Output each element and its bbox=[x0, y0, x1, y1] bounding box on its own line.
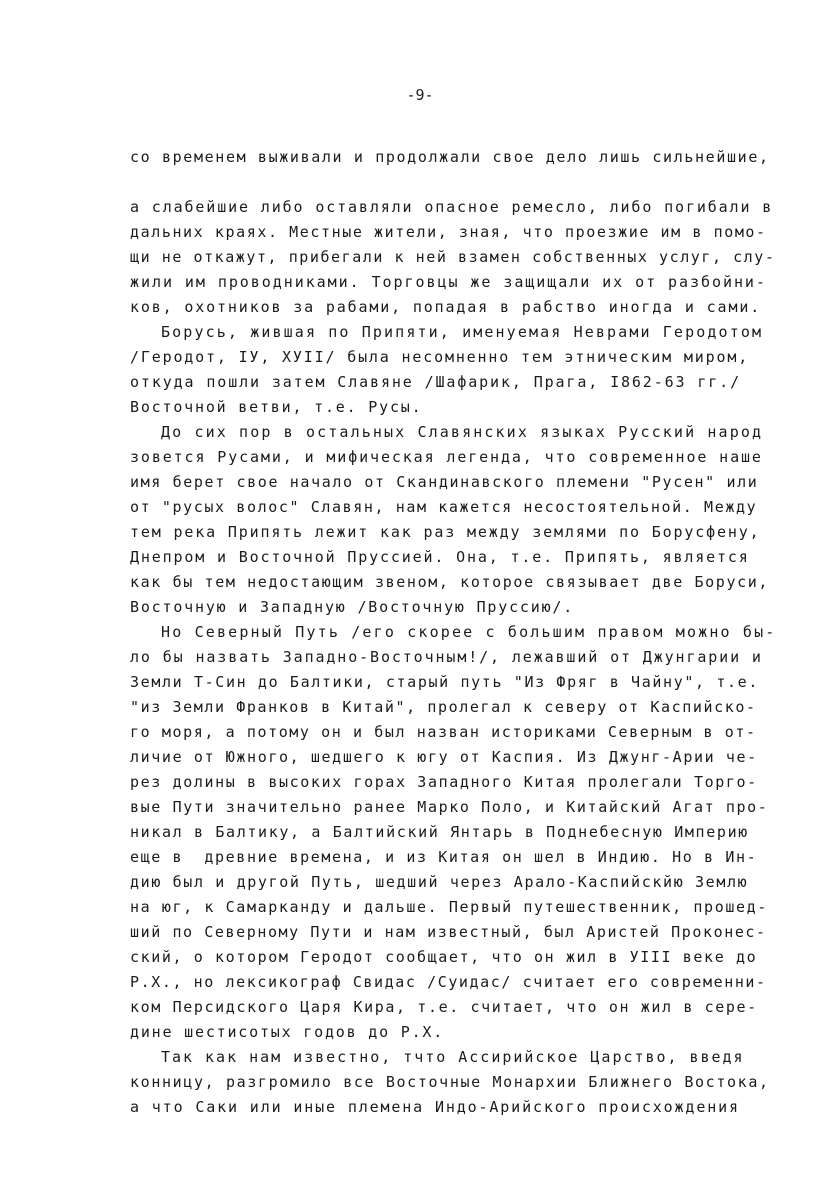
text-line: тем река Припять лежит как раз между землями по Борусфену, bbox=[130, 523, 761, 541]
text-line: дине шестисотых годов до Р.Х. bbox=[130, 1023, 445, 1041]
text-line: Р.Х., но лексикограф Свидас /Суидас/ считает его современни- bbox=[130, 973, 767, 991]
text-line: жили им проводниками. Торговцы же защищали их от разбойни- bbox=[130, 273, 767, 291]
text-line: щи не откажут, прибегали к ней взамен собственных услуг, слу- bbox=[130, 248, 776, 266]
text-line: на юг, к Самарканду и дальше. Первый путешественник, прошед- bbox=[130, 898, 768, 916]
text-line: ков, охотников за рабами, попадая в рабство иногда и сами. bbox=[130, 298, 762, 316]
text-line: Борусь, жившая по Припяти, именуемая Неврами Геродотом bbox=[161, 323, 764, 341]
text-line: го моря, а потому он и был назван историками Северным в от- bbox=[130, 723, 757, 741]
text-line: Днепром и Восточной Пруссией. Она, т.е. Припять, является bbox=[130, 548, 750, 566]
text-line: откуда пошли затем Славяне /Шафарик, Прага, I862-63 гг./ bbox=[130, 373, 742, 391]
text-line: дальних краях. Местные жители, зная, что проезжие им в помо- bbox=[130, 223, 767, 241]
text-line: личие от Южного, шедшего к югу от Каспия. Из Джунг-Арии че- bbox=[130, 748, 758, 766]
text-line: со временем выживали и продолжали свое дело лишь сильнейшие, bbox=[130, 148, 770, 166]
text-line: Так как нам известно, тчто Ассирийское Царство, введя bbox=[161, 1048, 745, 1066]
text-line: дию был и другой Путь, шедший через Арало-Каспийскйю Землю bbox=[130, 873, 749, 891]
text-line: а слабейшие либо оставляли опасное ремесло, либо погибали в bbox=[130, 198, 774, 216]
text-line: вые Пути значительно ранее Марко Поло, и Китайский Агат про- bbox=[130, 798, 769, 816]
text-line: никал в Балтику, а Балтийский Янтарь в Поднебесную Империю bbox=[130, 823, 749, 841]
text-line: /Геродот, IУ, XУII/ была несомненно тем этническим миром, bbox=[130, 348, 750, 366]
text-line: ло бы назвать Западно-Восточным!/, лежавший от Джунгарии и bbox=[130, 648, 763, 666]
text-line: ком Персидского Царя Кира, т.е. считает, что он жил в сере- bbox=[130, 998, 758, 1016]
text-line: Земли Т-Син до Балтики, старый путь "Из Фряг в Чайну", т.е. bbox=[130, 673, 759, 691]
text-line: рез долины в высоких горах Западного Китая пролегали Торго- bbox=[130, 773, 758, 791]
text-line: конницу, разгромило все Восточные Монархии Ближнего Востока, bbox=[130, 1073, 770, 1091]
text-line: как бы тем недостающим звеном, которое связывает две Боруси, bbox=[130, 573, 770, 591]
text-line: До сих пор в остальных Славянских языках Русский народ bbox=[161, 423, 764, 441]
text-line: имя берет свое начало от Скандинавского племени "Русен" или bbox=[130, 473, 759, 491]
text-line: Восточную и Западную /Восточную Пруссию/. bbox=[130, 598, 575, 616]
text-line: ский, о котором Геродот сообщает, что он жил в УIII веке до bbox=[130, 948, 758, 966]
text-line: а что Саки или иные племена Индо-Арийского происхождения bbox=[130, 1098, 740, 1116]
text-line: "из Земли Франков в Китай", пролегал к северу от Каспийско- bbox=[130, 698, 757, 716]
text-line: от "русых волос" Славян, нам кажется несостоятельной. Между bbox=[130, 498, 758, 516]
page-number: -9- bbox=[406, 86, 434, 104]
text-line: Но Северный Путь /его скорее с большим правом можно бы- bbox=[161, 623, 777, 641]
text-line: зовется Русами, и мифическая легенда, что современное наше bbox=[130, 448, 763, 466]
text-line: ший по Северному Пути и нам известный, был Аристей Проконес- bbox=[130, 923, 767, 941]
text-line: еще в древние времена, и из Китая он шел в Индию. Но в Ин- bbox=[130, 848, 758, 866]
text-line: Восточной ветви, т.е. Русы. bbox=[130, 398, 423, 416]
